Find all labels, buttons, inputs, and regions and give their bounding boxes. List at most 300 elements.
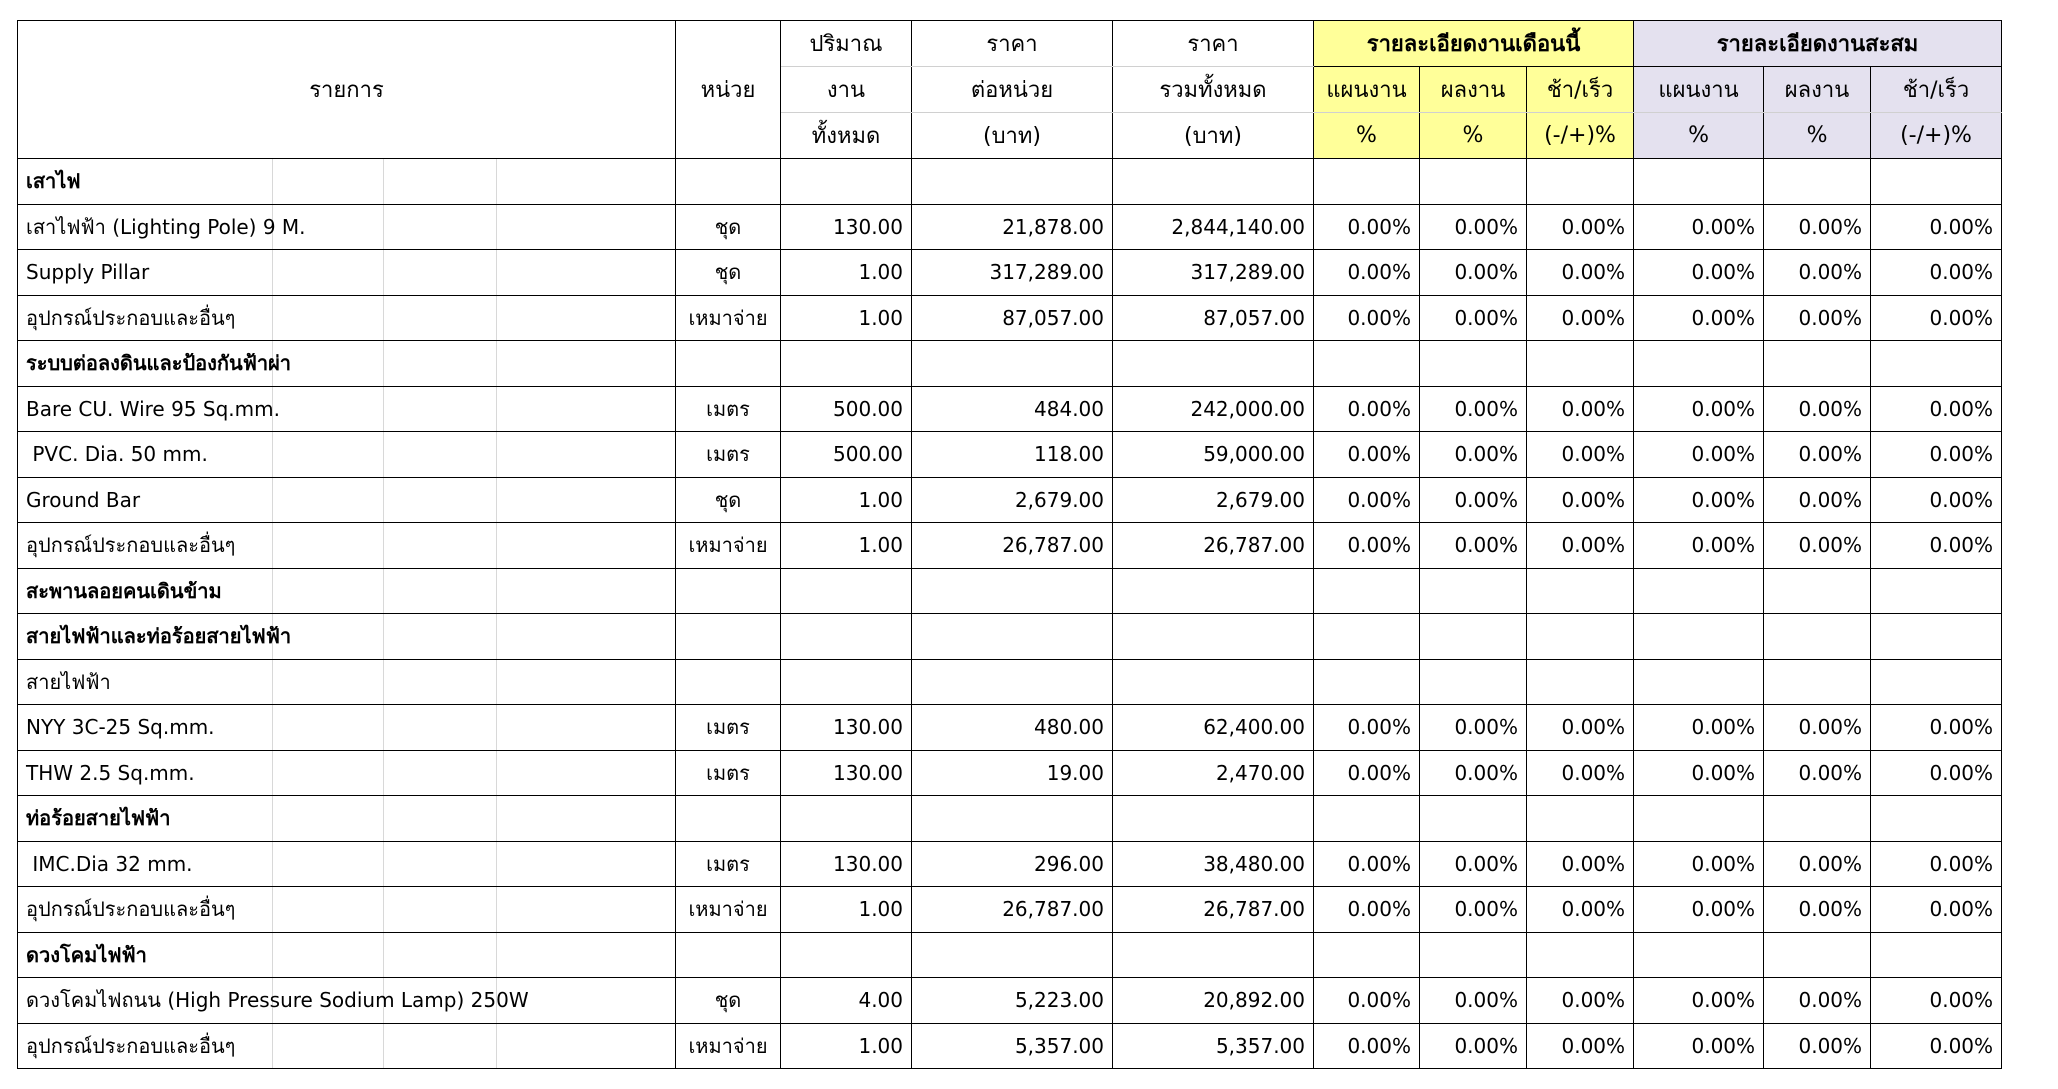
unit-cell: เมตร xyxy=(676,841,781,887)
month-diff-cell: 0.00% xyxy=(1527,841,1634,887)
cum-plan-cell: 0.00% xyxy=(1634,250,1764,296)
section-row xyxy=(18,614,2002,660)
unit-price-cell: 21,878.00 xyxy=(912,204,1113,250)
inner-gridline xyxy=(383,205,384,250)
month-result-cell xyxy=(1420,796,1527,842)
inner-gridline xyxy=(272,296,273,341)
section-row xyxy=(18,932,2002,978)
unit-price-cell: 484.00 xyxy=(912,386,1113,432)
month-diff-cell: 0.00% xyxy=(1527,295,1634,341)
month-plan-cell: 0.00% xyxy=(1314,250,1420,296)
cum-plan-cell: 0.00% xyxy=(1634,705,1764,751)
item-label: สะพานลอยคนเดินข้าม xyxy=(26,578,222,603)
inner-gridline xyxy=(383,614,384,659)
month-result-cell xyxy=(1420,932,1527,978)
item-cell xyxy=(18,1023,676,1069)
total-cell: 20,892.00 xyxy=(1113,978,1314,1024)
table-row xyxy=(18,705,2002,751)
qty-cell: 500.00 xyxy=(781,386,912,432)
item-label: Bare CU. Wire 95 Sq.mm. xyxy=(26,396,280,421)
qty-cell: 1.00 xyxy=(781,887,912,933)
cum-result-cell xyxy=(1764,568,1871,614)
cum-result-cell: 0.00% xyxy=(1764,386,1871,432)
month-diff-cell xyxy=(1527,159,1634,205)
unit-cell: เหมาจ่าย xyxy=(676,523,781,569)
cum-plan-cell xyxy=(1634,614,1764,660)
total-cell: 5,357.00 xyxy=(1113,1023,1314,1069)
inner-gridline xyxy=(272,933,273,978)
section-row xyxy=(18,659,2002,705)
header-qty-3: ทั้งหมด xyxy=(781,113,912,159)
month-plan-cell xyxy=(1314,796,1420,842)
header-m-result: ผลงาน xyxy=(1420,67,1527,113)
inner-gridline xyxy=(383,705,384,750)
header-total-price-3: (บาท) xyxy=(1113,113,1314,159)
header-qty-2: งาน xyxy=(781,67,912,113)
inner-gridline xyxy=(272,751,273,796)
header-row-1 xyxy=(18,21,2002,67)
item-label: ท่อร้อยสายไฟฟ้า xyxy=(26,806,171,831)
section-row xyxy=(18,159,2002,205)
item-cell xyxy=(18,250,676,296)
cum-plan-cell: 0.00% xyxy=(1634,204,1764,250)
cum-plan-cell: 0.00% xyxy=(1634,1023,1764,1069)
inner-gridline xyxy=(383,569,384,614)
unit-price-cell: 296.00 xyxy=(912,841,1113,887)
item-cell xyxy=(18,204,676,250)
cum-diff-cell: 0.00% xyxy=(1871,477,2002,523)
cum-diff-cell: 0.00% xyxy=(1871,250,2002,296)
table-row xyxy=(18,750,2002,796)
total-cell xyxy=(1113,614,1314,660)
qty-cell: 1.00 xyxy=(781,523,912,569)
item-label: อุปกรณ์ประกอบและอื่นๆ xyxy=(26,1033,236,1058)
section-title xyxy=(18,341,676,387)
month-result-cell xyxy=(1420,614,1527,660)
header-m-diff-pct: (-/+)% xyxy=(1527,113,1634,159)
inner-gridline xyxy=(383,296,384,341)
month-diff-cell xyxy=(1527,341,1634,387)
inner-gridline xyxy=(496,432,497,477)
cum-plan-cell xyxy=(1634,568,1764,614)
header-cumulative: รายละเอียดงานสะสม xyxy=(1634,21,2002,67)
month-diff-cell: 0.00% xyxy=(1527,887,1634,933)
month-plan-cell: 0.00% xyxy=(1314,887,1420,933)
header-unit-price-1: ราคา xyxy=(912,21,1113,67)
header-unit-price-2: ต่อหน่วย xyxy=(912,67,1113,113)
month-result-cell: 0.00% xyxy=(1420,432,1527,478)
month-plan-cell: 0.00% xyxy=(1314,295,1420,341)
cum-result-cell: 0.00% xyxy=(1764,432,1871,478)
month-result-cell xyxy=(1420,659,1527,705)
cum-diff-cell xyxy=(1871,159,2002,205)
table-row xyxy=(18,978,2002,1024)
inner-gridline xyxy=(496,933,497,978)
total-cell xyxy=(1113,932,1314,978)
inner-gridline xyxy=(496,796,497,841)
month-plan-cell: 0.00% xyxy=(1314,750,1420,796)
section-title xyxy=(18,932,676,978)
cum-diff-cell: 0.00% xyxy=(1871,523,2002,569)
inner-gridline xyxy=(272,842,273,887)
inner-gridline xyxy=(496,1024,497,1069)
unit-cell xyxy=(676,932,781,978)
cum-diff-cell xyxy=(1871,659,2002,705)
month-result-cell xyxy=(1420,159,1527,205)
item-cell xyxy=(18,887,676,933)
unit-cell: ชุด xyxy=(676,204,781,250)
inner-gridline xyxy=(383,341,384,386)
unit-price-cell: 2,679.00 xyxy=(912,477,1113,523)
table-row xyxy=(18,250,2002,296)
month-plan-cell: 0.00% xyxy=(1314,705,1420,751)
total-cell: 38,480.00 xyxy=(1113,841,1314,887)
item-label: NYY 3C-25 Sq.mm. xyxy=(26,715,215,740)
unit-price-cell: 5,223.00 xyxy=(912,978,1113,1024)
unit-cell: ชุด xyxy=(676,978,781,1024)
item-label: THW 2.5 Sq.mm. xyxy=(26,760,195,785)
month-diff-cell xyxy=(1527,932,1634,978)
unit-price-cell xyxy=(912,159,1113,205)
cum-result-cell xyxy=(1764,614,1871,660)
qty-cell xyxy=(781,159,912,205)
unit-price-cell: 317,289.00 xyxy=(912,250,1113,296)
cum-plan-cell: 0.00% xyxy=(1634,887,1764,933)
unit-cell: เมตร xyxy=(676,386,781,432)
month-plan-cell: 0.00% xyxy=(1314,204,1420,250)
spreadsheet xyxy=(17,20,2001,1082)
month-plan-cell: 0.00% xyxy=(1314,1023,1420,1069)
month-diff-cell xyxy=(1527,796,1634,842)
month-diff-cell: 0.00% xyxy=(1527,204,1634,250)
cum-diff-cell: 0.00% xyxy=(1871,204,2002,250)
unit-price-cell: 19.00 xyxy=(912,750,1113,796)
qty-cell: 1.00 xyxy=(781,250,912,296)
cum-diff-cell xyxy=(1871,568,2002,614)
table-row xyxy=(18,523,2002,569)
cum-diff-cell: 0.00% xyxy=(1871,295,2002,341)
table-row xyxy=(18,204,2002,250)
header-c-diff: ช้า/เร็ว xyxy=(1871,67,2002,113)
unit-price-cell: 5,357.00 xyxy=(912,1023,1113,1069)
table-row xyxy=(18,1023,2002,1069)
total-cell xyxy=(1113,796,1314,842)
cum-diff-cell xyxy=(1871,341,2002,387)
cum-plan-cell: 0.00% xyxy=(1634,477,1764,523)
inner-gridline xyxy=(496,250,497,295)
total-cell: 59,000.00 xyxy=(1113,432,1314,478)
inner-gridline xyxy=(272,478,273,523)
inner-gridline xyxy=(272,159,273,204)
total-cell: 242,000.00 xyxy=(1113,386,1314,432)
section-row xyxy=(18,568,2002,614)
unit-cell xyxy=(676,341,781,387)
header-c-diff-pct: (-/+)% xyxy=(1871,113,2002,159)
unit-price-cell xyxy=(912,614,1113,660)
cum-result-cell xyxy=(1764,659,1871,705)
qty-cell: 130.00 xyxy=(781,750,912,796)
total-cell: 26,787.00 xyxy=(1113,523,1314,569)
item-cell xyxy=(18,386,676,432)
qty-cell: 4.00 xyxy=(781,978,912,1024)
unit-cell: ชุด xyxy=(676,250,781,296)
header-c-result-pct: % xyxy=(1764,113,1871,159)
qty-cell xyxy=(781,341,912,387)
cum-result-cell: 0.00% xyxy=(1764,978,1871,1024)
item-label: เสาไฟฟ้า (Lighting Pole) 9 M. xyxy=(26,214,306,239)
item-cell xyxy=(18,477,676,523)
progress-table xyxy=(17,20,2002,1069)
unit-cell: เมตร xyxy=(676,432,781,478)
inner-gridline xyxy=(496,705,497,750)
table-row xyxy=(18,432,2002,478)
cum-plan-cell: 0.00% xyxy=(1634,295,1764,341)
inner-gridline xyxy=(496,341,497,386)
inner-gridline xyxy=(272,569,273,614)
cum-diff-cell: 0.00% xyxy=(1871,750,2002,796)
unit-price-cell xyxy=(912,932,1113,978)
table-row xyxy=(18,477,2002,523)
unit-cell: เหมาจ่าย xyxy=(676,295,781,341)
cum-plan-cell: 0.00% xyxy=(1634,432,1764,478)
month-diff-cell: 0.00% xyxy=(1527,523,1634,569)
item-cell xyxy=(18,750,676,796)
header-this-month: รายละเอียดงานเดือนนี้ xyxy=(1314,21,1634,67)
month-diff-cell xyxy=(1527,659,1634,705)
inner-gridline xyxy=(383,478,384,523)
item-label: อุปกรณ์ประกอบและอื่นๆ xyxy=(26,897,236,922)
month-result-cell: 0.00% xyxy=(1420,978,1527,1024)
qty-cell: 500.00 xyxy=(781,432,912,478)
inner-gridline xyxy=(496,523,497,568)
cum-result-cell: 0.00% xyxy=(1764,523,1871,569)
inner-gridline xyxy=(496,751,497,796)
section-title xyxy=(18,568,676,614)
inner-gridline xyxy=(496,614,497,659)
item-cell xyxy=(18,432,676,478)
cum-plan-cell: 0.00% xyxy=(1634,750,1764,796)
header-m-plan-pct: % xyxy=(1314,113,1420,159)
item-label: ระบบต่อลงดินและป้องกันฟ้าผ่า xyxy=(26,351,292,376)
section-title xyxy=(18,159,676,205)
inner-gridline xyxy=(383,842,384,887)
cum-diff-cell: 0.00% xyxy=(1871,1023,2002,1069)
month-diff-cell: 0.00% xyxy=(1527,750,1634,796)
month-diff-cell: 0.00% xyxy=(1527,250,1634,296)
unit-cell xyxy=(676,614,781,660)
item-label: Supply Pillar xyxy=(26,260,150,285)
inner-gridline xyxy=(496,842,497,887)
item-label: IMC.Dia 32 mm. xyxy=(26,851,193,876)
month-result-cell: 0.00% xyxy=(1420,386,1527,432)
unit-cell: ชุด xyxy=(676,477,781,523)
section-title xyxy=(18,659,676,705)
unit-price-cell: 26,787.00 xyxy=(912,887,1113,933)
item-label: สายไฟฟ้าและท่อร้อยสายไฟฟ้า xyxy=(26,624,292,649)
header-c-result: ผลงาน xyxy=(1764,67,1871,113)
month-plan-cell: 0.00% xyxy=(1314,978,1420,1024)
inner-gridline xyxy=(496,205,497,250)
total-cell: 2,470.00 xyxy=(1113,750,1314,796)
unit-price-cell: 26,787.00 xyxy=(912,523,1113,569)
total-cell xyxy=(1113,659,1314,705)
qty-cell: 1.00 xyxy=(781,1023,912,1069)
unit-cell: เหมาจ่าย xyxy=(676,1023,781,1069)
cum-result-cell xyxy=(1764,341,1871,387)
cum-result-cell xyxy=(1764,932,1871,978)
cum-result-cell: 0.00% xyxy=(1764,1023,1871,1069)
qty-cell: 1.00 xyxy=(781,295,912,341)
cum-plan-cell xyxy=(1634,341,1764,387)
inner-gridline xyxy=(383,796,384,841)
month-result-cell: 0.00% xyxy=(1420,841,1527,887)
unit-price-cell: 480.00 xyxy=(912,705,1113,751)
header-unit: หน่วย xyxy=(676,21,781,159)
inner-gridline xyxy=(272,660,273,705)
month-diff-cell: 0.00% xyxy=(1527,1023,1634,1069)
month-result-cell: 0.00% xyxy=(1420,750,1527,796)
item-cell xyxy=(18,523,676,569)
table-row xyxy=(18,295,2002,341)
month-result-cell: 0.00% xyxy=(1420,477,1527,523)
item-label: อุปกรณ์ประกอบและอื่นๆ xyxy=(26,533,236,558)
total-cell xyxy=(1113,159,1314,205)
cum-diff-cell: 0.00% xyxy=(1871,887,2002,933)
cum-plan-cell: 0.00% xyxy=(1634,523,1764,569)
month-plan-cell: 0.00% xyxy=(1314,386,1420,432)
cum-result-cell: 0.00% xyxy=(1764,250,1871,296)
qty-cell: 1.00 xyxy=(781,477,912,523)
inner-gridline xyxy=(383,523,384,568)
total-cell xyxy=(1113,568,1314,614)
inner-gridline xyxy=(383,159,384,204)
total-cell xyxy=(1113,341,1314,387)
header-total-price-2: รวมทั้งหมด xyxy=(1113,67,1314,113)
inner-gridline xyxy=(383,751,384,796)
cum-diff-cell: 0.00% xyxy=(1871,432,2002,478)
cum-diff-cell xyxy=(1871,614,2002,660)
inner-gridline xyxy=(272,523,273,568)
inner-gridline xyxy=(496,569,497,614)
header-m-diff: ช้า/เร็ว xyxy=(1527,67,1634,113)
inner-gridline xyxy=(272,432,273,477)
cum-plan-cell: 0.00% xyxy=(1634,978,1764,1024)
month-result-cell: 0.00% xyxy=(1420,523,1527,569)
qty-cell xyxy=(781,568,912,614)
inner-gridline xyxy=(383,660,384,705)
month-result-cell: 0.00% xyxy=(1420,705,1527,751)
inner-gridline xyxy=(496,387,497,432)
item-label: ดวงโคมไฟถนน (High Pressure Sodium Lamp) 250W xyxy=(26,988,529,1013)
inner-gridline xyxy=(272,250,273,295)
inner-gridline xyxy=(383,250,384,295)
header-item: รายการ xyxy=(18,21,676,159)
header-c-plan-pct: % xyxy=(1634,113,1764,159)
total-cell: 62,400.00 xyxy=(1113,705,1314,751)
cum-plan-cell xyxy=(1634,796,1764,842)
item-label: สายไฟฟ้า xyxy=(26,669,111,694)
cum-plan-cell: 0.00% xyxy=(1634,386,1764,432)
month-plan-cell xyxy=(1314,341,1420,387)
unit-price-cell: 118.00 xyxy=(912,432,1113,478)
unit-price-cell xyxy=(912,659,1113,705)
inner-gridline xyxy=(383,387,384,432)
item-cell xyxy=(18,841,676,887)
cum-result-cell: 0.00% xyxy=(1764,295,1871,341)
qty-cell: 130.00 xyxy=(781,705,912,751)
inner-gridline xyxy=(496,887,497,932)
cum-result-cell: 0.00% xyxy=(1764,887,1871,933)
total-cell: 2,679.00 xyxy=(1113,477,1314,523)
unit-cell: เมตร xyxy=(676,705,781,751)
cum-diff-cell: 0.00% xyxy=(1871,841,2002,887)
cum-diff-cell xyxy=(1871,796,2002,842)
cum-result-cell: 0.00% xyxy=(1764,204,1871,250)
inner-gridline xyxy=(272,1024,273,1069)
month-result-cell: 0.00% xyxy=(1420,1023,1527,1069)
unit-cell xyxy=(676,659,781,705)
inner-gridline xyxy=(383,432,384,477)
cum-plan-cell: 0.00% xyxy=(1634,841,1764,887)
cum-diff-cell: 0.00% xyxy=(1871,705,2002,751)
unit-cell: เมตร xyxy=(676,750,781,796)
month-result-cell xyxy=(1420,341,1527,387)
month-result-cell xyxy=(1420,568,1527,614)
unit-price-cell xyxy=(912,568,1113,614)
month-diff-cell: 0.00% xyxy=(1527,477,1634,523)
month-plan-cell xyxy=(1314,614,1420,660)
total-cell: 317,289.00 xyxy=(1113,250,1314,296)
qty-cell: 130.00 xyxy=(781,841,912,887)
unit-price-cell xyxy=(912,796,1113,842)
inner-gridline xyxy=(383,1024,384,1069)
item-label: เสาไฟ xyxy=(26,169,81,194)
cum-result-cell: 0.00% xyxy=(1764,750,1871,796)
qty-cell: 130.00 xyxy=(781,204,912,250)
inner-gridline xyxy=(496,296,497,341)
item-label: ดวงโคมไฟฟ้า xyxy=(26,942,147,967)
section-title xyxy=(18,796,676,842)
total-cell: 87,057.00 xyxy=(1113,295,1314,341)
cum-plan-cell xyxy=(1634,159,1764,205)
unit-price-cell xyxy=(912,341,1113,387)
cum-diff-cell xyxy=(1871,932,2002,978)
month-diff-cell: 0.00% xyxy=(1527,705,1634,751)
section-row xyxy=(18,341,2002,387)
month-result-cell: 0.00% xyxy=(1420,887,1527,933)
cum-result-cell: 0.00% xyxy=(1764,477,1871,523)
month-plan-cell xyxy=(1314,932,1420,978)
inner-gridline xyxy=(272,796,273,841)
qty-cell xyxy=(781,932,912,978)
qty-cell xyxy=(781,659,912,705)
month-diff-cell: 0.00% xyxy=(1527,978,1634,1024)
section-title xyxy=(18,614,676,660)
total-cell: 26,787.00 xyxy=(1113,887,1314,933)
table-row xyxy=(18,887,2002,933)
cum-diff-cell: 0.00% xyxy=(1871,978,2002,1024)
header-total-price-1: ราคา xyxy=(1113,21,1314,67)
header-unit-price-3: (บาท) xyxy=(912,113,1113,159)
unit-price-cell: 87,057.00 xyxy=(912,295,1113,341)
unit-cell xyxy=(676,796,781,842)
header-qty-1: ปริมาณ xyxy=(781,21,912,67)
unit-cell: เหมาจ่าย xyxy=(676,887,781,933)
month-plan-cell: 0.00% xyxy=(1314,841,1420,887)
month-plan-cell: 0.00% xyxy=(1314,477,1420,523)
qty-cell xyxy=(781,614,912,660)
item-label: Ground Bar xyxy=(26,487,141,512)
